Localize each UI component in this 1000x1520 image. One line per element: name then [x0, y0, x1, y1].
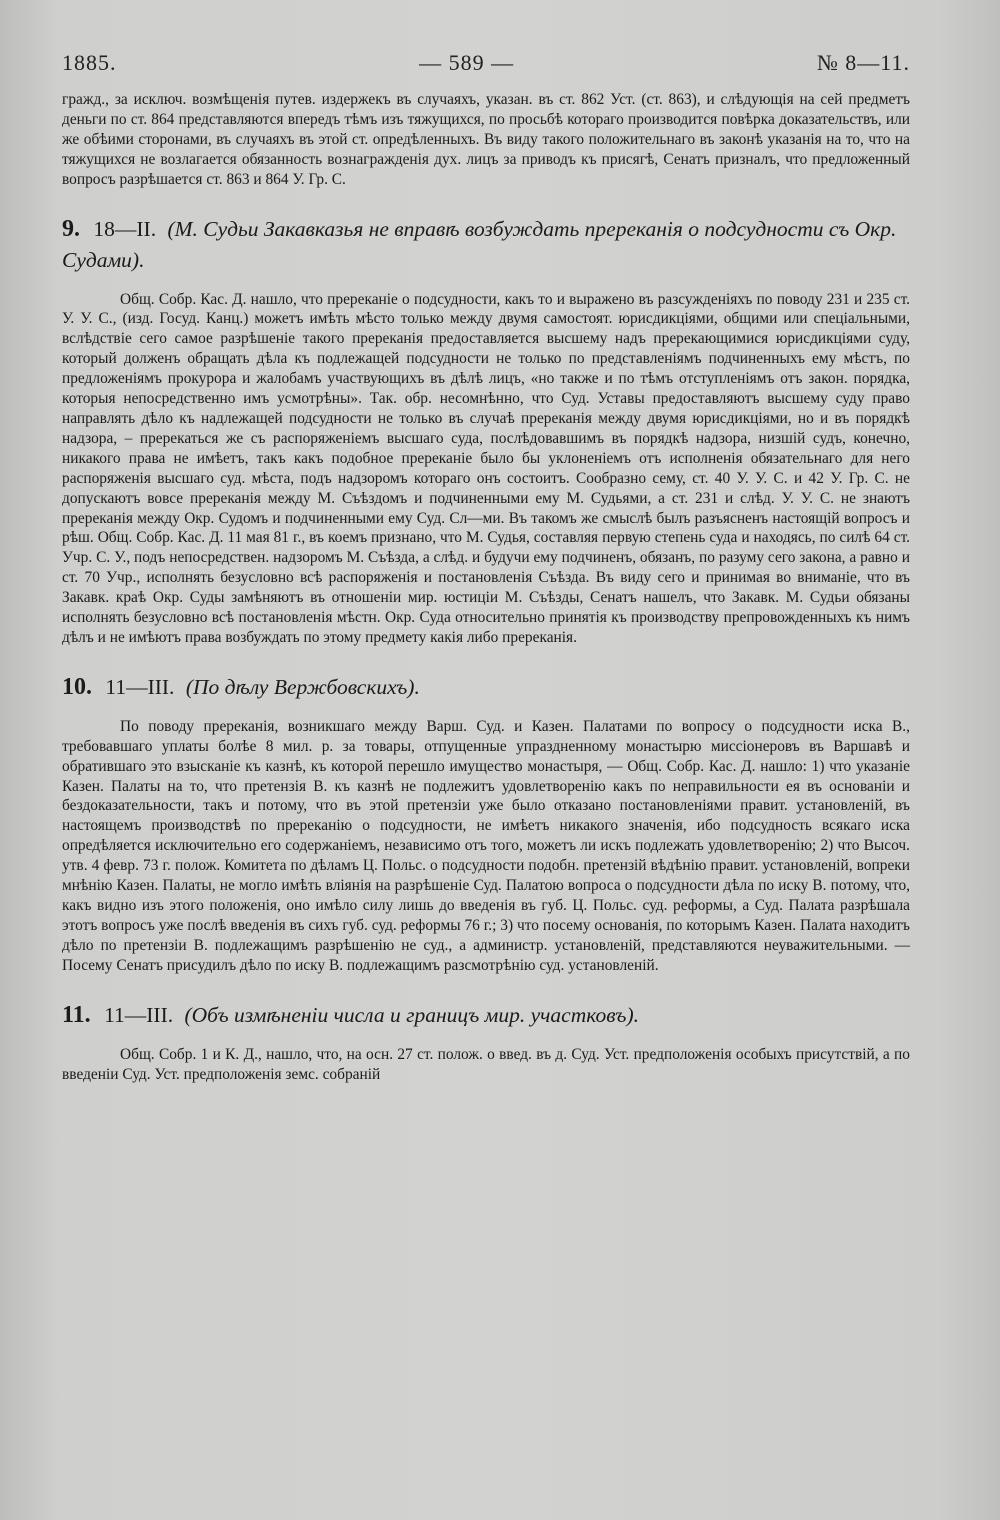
section-10-heading	[62, 672, 910, 703]
running-header	[62, 50, 910, 76]
section-title: (По дѣлу Вержбовскихъ).	[185, 674, 420, 699]
section-number: 10.	[62, 673, 92, 700]
section-number: 11.	[62, 1001, 91, 1028]
section-title: (М. Судьи Закавказья не вправѣ возбуждать пререканія о подсудности съ Окр. Судами).	[62, 216, 897, 272]
section-date: 11—III.	[104, 1002, 174, 1027]
section-title: (Объ измѣненіи числа и границъ мир. участковъ).	[184, 1002, 639, 1027]
section-9-heading	[62, 214, 910, 276]
section-11-heading	[62, 1000, 910, 1031]
section-9-body: Общ. Собр. Кас. Д. нашло, что пререканіе о подсудности, какъ то и выражено въ разсужденіяхъ по поводу 231 и 235 ст. У. У. С., (изд. Госуд. Канц.) можетъ имѣть мѣсто только между двумя самостоят. юрисдикціями, общими или спеціальными, вслѣдствіе сего самое разрѣшеніе такого пререканія предоставляется высшему надъ пререкающимися юрисдикціями суду, который долженъ обращать дѣла къ подлежащей подсудности не только по представленіямъ подчиненныхъ ему мѣстъ, по предложеніямъ прокурора и жалобамъ участвующихъ въ дѣлѣ лицъ, «но также и по тѣмъ отступленіямъ отъ закон. порядка, которыя непосредственно имъ усмотрѣны». Так. обр. несомнѣнно, что Суд. Уставы предоставляютъ высшему суду право направлять дѣло къ надлежащей подсудности не только въ случаѣ пререканія между двумя юрисдикціями, но и въ порядкѣ надзора, – пререкаться же съ распоряженіемъ высшаго суда, послѣдовавшимъ въ порядкѣ надзора, низшій судъ, конечно, никакого права не имѣетъ, такъ какъ подобное пререканіе было бы уклоненіемъ отъ исполненія обязательнаго для него распоряженія высшаго суд. мѣста, подъ надзоромъ котораго онъ состоитъ. Сообразно сему, ст. 40 У. У. С. и 42 У. Гр. С. не допускаютъ вовсе пререканія между М. Съѣздомъ и подчиненными ему М. Судьями, а ст. 231 и слѣд. У. У. С. не знаютъ пререканія между Окр. Судомъ и подчиненными ему Суд. Сл—ми. Въ такомъ же смыслѣ былъ разъясненъ настоящій вопросъ и рѣш. Общ. Собр. Кас. Д. 11 мая 81 г., въ коемъ признано, что М. Судья, составляя первую степень суда и находясь, по силѣ 64 ст. Учр. С. У., подъ непосредствен. надзоромъ М. Съѣзда, а слѣд. и будучи ему подчиненъ, обязанъ, по разуму сего закона, а равно и ст. 70 Учр., исполнять безусловно всѣ распоряженія и постановленія Съѣзда. Въ виду сего и принимая во вниманіе, что въ Закавк. краѣ Окр. Суды замѣняютъ въ отношеніи мир. юстиціи М. Съѣзды, Сенатъ нашелъ, что Закавк. М. Судьи обязаны исполнять безусловно всѣ постановленія мѣстн. Окр. Суда относительно принятія къ производству препровожденныхъ къ нимъ дѣлъ и не имѣютъ права возбуждать по этому предмету какія либо пререканія.	[62, 290, 910, 646]
header-issue-number: № 8—11.	[816, 50, 910, 75]
section-date: 11—III.	[105, 674, 175, 699]
section-date: 18—II.	[93, 216, 157, 241]
header-year: 1885.	[62, 50, 117, 75]
section-10-body: По поводу пререканія, возникшаго между Варш. Суд. и Казен. Палатами по вопросу о подсудности иска В., требовавшаго уплаты болѣе 8 мил. р. за товары, отпущенные упраздненному монастырю миссіонеровъ въ Варшавѣ и обратившаго это взысканіе къ казнѣ, къ которой перешло имущество монастыря, — Общ. Собр. Кас. Д. нашло: 1) что указаніе Казен. Палаты на то, что претензія В. къ казнѣ не подлежитъ удовлетворенію какъ по неправильности ея въ основаніи и бездоказательности, такъ и потому, что въ этой претензіи уже было отказано постановленіями правит. установленій, въ настоящемъ производствѣ по пререканію о подсудности, не имѣетъ никакого значенія, ибо подсудность всякаго иска опредѣляется исключительно его содержаніемъ, независимо отъ того, можетъ ли искъ подлежать удовлетворенію; 2) что Высоч. утв. 4 февр. 73 г. полож. Комитета по дѣламъ Ц. Польс. о подсудности подобн. претензій вѣдѣнію правит. установленій, вопреки мнѣнію Казен. Палаты, не могло имѣть вліянія на разрѣшеніе Суд. Палатою вопроса о подсудности дѣла по иску В. потому, что, какъ видно изъ этого положенія, оно имѣло силу лишь до введенія въ губ. Ц. Польс. суд. реформы, а Суд. Палата разрѣшала этотъ вопросъ уже послѣ введенія въ сихъ губ. суд. реформы 76 г.; 3) что посему основанія, по которымъ Казен. Палата находитъ дѣло по претензіи В. подлежащимъ разрѣшенію не суд., а администр. установленій, представляются неуважительными. — Посему Сенатъ присудилъ дѣло по иску В. подлежащимъ разсмотрѣнію суд. установленій.	[62, 717, 910, 974]
intro-paragraph: гражд., за исключ. возмѣщенія путев. издержекъ въ случаяхъ, указан. въ ст. 862 Уст. (ст. 863), и слѣдующія на сей предметъ деньги по ст. 864 представляются впередъ тѣмъ изъ тяжущихся, по просьбѣ котораго производится повѣрка доказательствъ, или же обѣими сторонами, въ случаяхъ въ этой ст. опредѣленныхъ. Въ виду такого положительнаго въ законѣ указанія на то, что на тяжущихся не возлагается обязанность вознагражденія дух. лицъ за приводъ къ присягѣ, Сенатъ призналъ, что предложенный вопросъ разрѣшается ст. 863 и 864 У. Гр. С.	[62, 91, 910, 188]
section-11-body: Общ. Собр. 1 и К. Д., нашло, что, на осн. 27 ст. полож. о введ. въ д. Суд. Уст. предположенія особыхъ присутствій, а по введеніи Суд. Уст. предположенія земс. собраній	[62, 1045, 910, 1083]
section-number: 9.	[62, 215, 80, 242]
header-page-number: — 589 —	[419, 50, 515, 75]
